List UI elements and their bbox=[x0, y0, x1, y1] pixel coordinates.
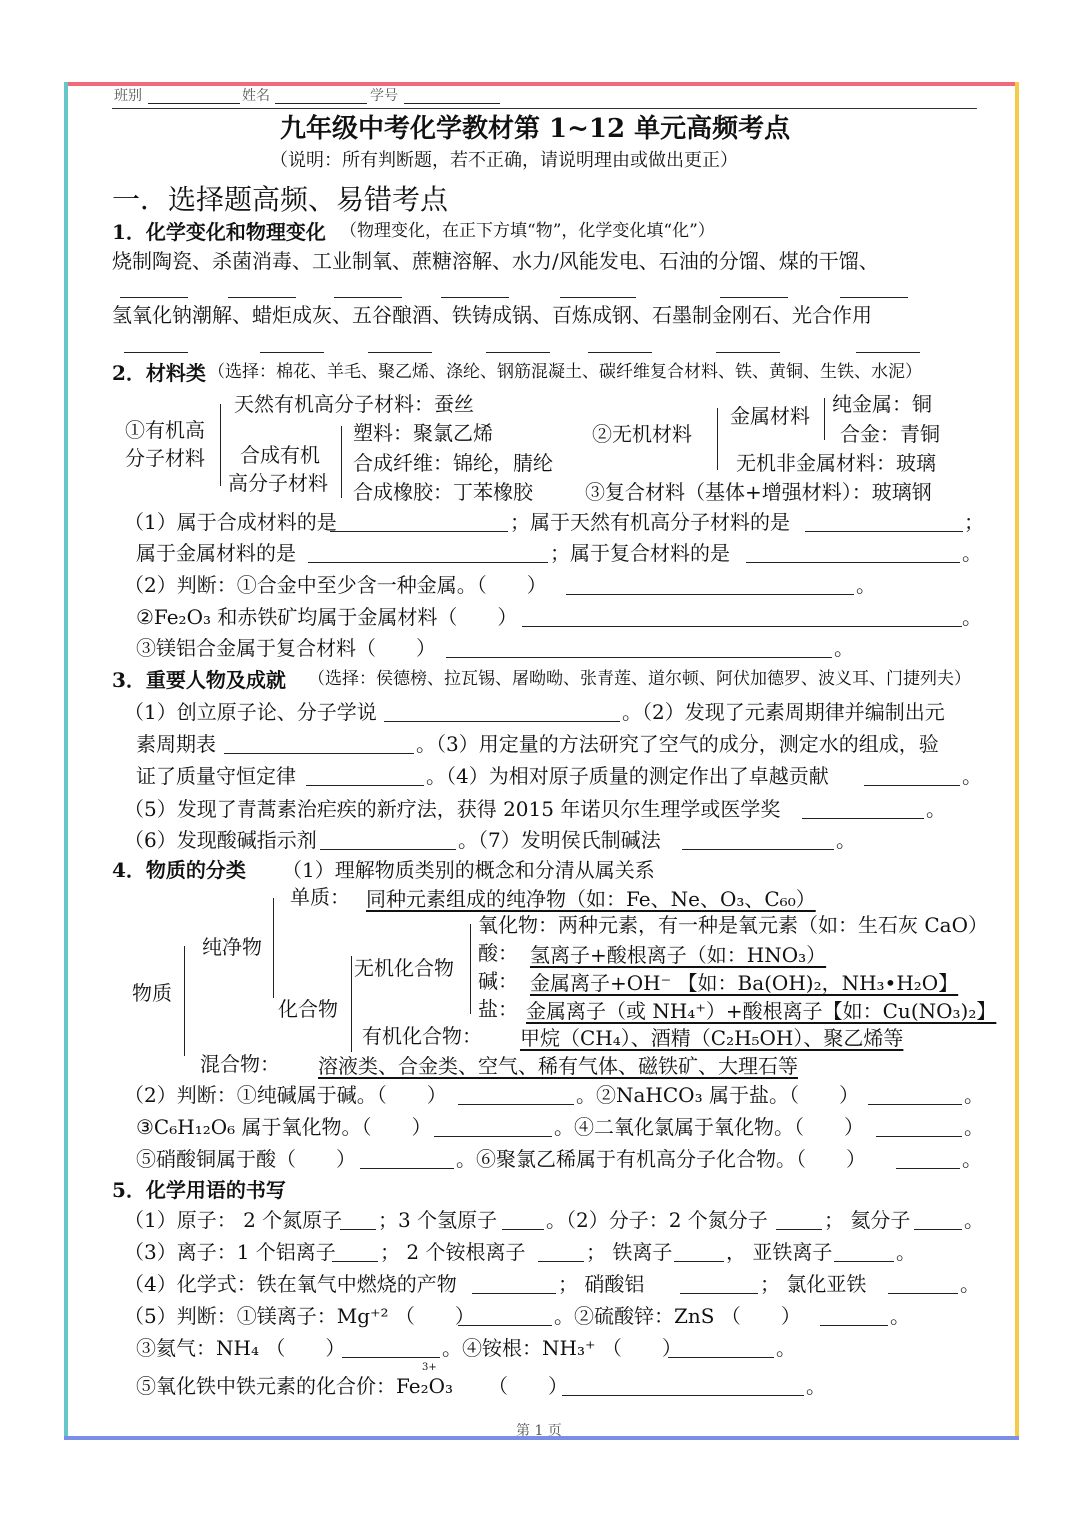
q2-s1: 。 bbox=[962, 541, 982, 565]
organic-compound-label: 有机化合物： bbox=[362, 1024, 482, 1048]
element-label: 单质： bbox=[290, 885, 350, 909]
q2-judge: 。 bbox=[962, 605, 982, 629]
alloy-item: 合金：青铜 bbox=[840, 422, 940, 446]
q3-choices: （选择：侯德榜、拉瓦锡、屠呦呦、张青莲、道尔顿、阿伏加德罗、波义耳、门捷列夫） bbox=[308, 669, 971, 689]
q2-judge: 。 bbox=[834, 636, 854, 660]
element-def: 同种元素组成的纯净物（如：Fe、Ne、O₃、C₆₀） bbox=[366, 887, 816, 911]
q5-line: ③氦气：NH₄ （ ） bbox=[136, 1336, 346, 1360]
synthetic-label: 高分子材料 bbox=[228, 471, 328, 495]
answer-blank[interactable] bbox=[746, 562, 960, 563]
q2-judge: （2）判断：①合金中至少含一种金属。（ ） bbox=[124, 573, 547, 597]
q3-line: 。 bbox=[836, 828, 856, 852]
q5-line: ； 氯化亚铁 bbox=[760, 1272, 867, 1296]
q4-judge: 。 bbox=[964, 1115, 984, 1139]
q5-line: 。 bbox=[896, 1240, 916, 1264]
section-heading: 一．选择题高频、易错考点 bbox=[112, 183, 449, 216]
compound-label: 化合物 bbox=[278, 997, 338, 1021]
q1-blank[interactable] bbox=[368, 352, 432, 353]
q5-line: （5）判断：①镁离子：Mg⁺² （ ） bbox=[124, 1304, 475, 1328]
q3-line: 。（3）用定量的方法研究了空气的成分，测定水的组成，验 bbox=[416, 732, 939, 756]
inorganic-compound-label: 无机化合物 bbox=[354, 956, 454, 980]
q5-line: ； 2 个铵根离子 bbox=[380, 1240, 526, 1264]
q5-line: ⑤氧化铁中铁元素的化合价：Fe₂O₃ bbox=[136, 1374, 454, 1398]
answer-blank[interactable] bbox=[668, 1357, 774, 1358]
nonmetal-item: 无机非金属材料：玻璃 bbox=[736, 451, 936, 475]
organic-label: ①有机高 bbox=[125, 418, 205, 442]
q2-s1: ；属于复合材料的是 bbox=[550, 541, 730, 565]
q2-s1: ；属于天然有机高分子材料的是 bbox=[510, 510, 790, 534]
answer-blank[interactable] bbox=[472, 1293, 556, 1294]
answer-blank[interactable] bbox=[360, 1168, 454, 1169]
page-number: 第 1 页 bbox=[516, 1423, 562, 1439]
pure-metal-item: 纯金属：铜 bbox=[832, 392, 932, 416]
q5-line: 。 bbox=[964, 1208, 984, 1232]
answer-blank[interactable] bbox=[776, 1229, 822, 1230]
inorganic-label: ②无机材料 bbox=[592, 422, 692, 446]
brace bbox=[351, 956, 352, 1052]
q3-line: 。（4）为相对原子质量的测定作出了卓越贡献 bbox=[426, 764, 829, 788]
q3-line: 证了质量守恒定律 bbox=[136, 764, 296, 788]
q3-line: 。（7）发明侯氏制碱法 bbox=[458, 828, 661, 852]
q4-judge: （2）判断：①纯碱属于碱。（ ） bbox=[124, 1083, 447, 1107]
answer-blank[interactable] bbox=[888, 1293, 958, 1294]
fiber-item: 合成纤维：锦纶，腈纶 bbox=[353, 451, 553, 475]
answer-blank[interactable] bbox=[434, 1136, 552, 1137]
answer-blank[interactable] bbox=[522, 626, 962, 627]
natural-polymer: 天然有机高分子材料：蚕丝 bbox=[234, 392, 474, 416]
q1-blank[interactable] bbox=[588, 352, 652, 353]
answer-blank[interactable] bbox=[674, 1261, 724, 1262]
answer-blank[interactable] bbox=[320, 849, 456, 850]
valence-mark: 3+ bbox=[422, 1362, 437, 1373]
q1-blank[interactable] bbox=[840, 297, 908, 298]
answer-blank[interactable] bbox=[868, 1104, 962, 1105]
mixture-label: 混合物： bbox=[200, 1052, 280, 1076]
base-label: 碱： bbox=[478, 969, 518, 993]
q3-line: 。（2）发现了元素周期律并编制出元 bbox=[622, 700, 945, 724]
answer-blank[interactable] bbox=[308, 562, 548, 563]
salt-def: 金属离子（或 NH₄⁺）+酸根离子【如：Cu(NO₃)₂】 bbox=[526, 999, 997, 1023]
q5-line: ； 硝酸铝 bbox=[558, 1272, 645, 1296]
rubber-item: 合成橡胶：丁苯橡胶 bbox=[353, 480, 533, 504]
q1-blank[interactable] bbox=[720, 297, 788, 298]
brace bbox=[184, 946, 185, 1056]
q1-blank[interactable] bbox=[856, 352, 920, 353]
q2-judge: ②Fe₂O₃ 和赤铁矿均属于金属材料（ ） bbox=[136, 605, 518, 629]
header-rule bbox=[112, 108, 977, 109]
organic-compound-def: 甲烷（CH₄）、酒精（C₂H₅OH）、聚乙烯等 bbox=[520, 1026, 904, 1050]
q5-line: 。 bbox=[776, 1336, 796, 1360]
q4-judge: 。④二氧化氯属于氧化物。（ ） bbox=[554, 1115, 864, 1139]
q4-judge: ⑤硝酸铜属于酸（ ） bbox=[136, 1147, 356, 1171]
class-label: 班别 bbox=[114, 88, 142, 104]
q5-line: 。 bbox=[960, 1272, 980, 1296]
q2-judge: 。 bbox=[856, 573, 876, 597]
page-note: （说明：所有判断题，若不正确，请说明理由或做出更正） bbox=[270, 150, 738, 171]
brace bbox=[470, 924, 471, 1014]
q5-line: 。④铵根：NH₃⁺ （ ） bbox=[442, 1336, 682, 1360]
q3-line: （1）创立原子论、分子学说 bbox=[124, 700, 377, 724]
q5-line: （ ） bbox=[488, 1374, 568, 1398]
answer-blank[interactable] bbox=[384, 721, 620, 722]
q1-blank[interactable] bbox=[441, 297, 509, 298]
answer-blank[interactable] bbox=[342, 1357, 440, 1358]
worksheet-page bbox=[68, 86, 1015, 1439]
salt-label: 盐： bbox=[478, 997, 518, 1021]
q1-line2: 氢氧化钠潮解、蜡炬成灰、五谷酿酒、铁铸成锅、百炼成钢、石墨制金刚石、光合作用 bbox=[112, 303, 872, 327]
name-label: 姓名 bbox=[242, 88, 270, 104]
answer-blank[interactable] bbox=[446, 657, 832, 658]
brace bbox=[824, 398, 825, 440]
answer-blank[interactable] bbox=[864, 785, 960, 786]
q5-line: （3）离子：1 个铝离子 bbox=[124, 1240, 336, 1264]
q1-heading: 1．化学变化和物理变化 bbox=[112, 220, 326, 244]
metal-label: 金属材料 bbox=[730, 404, 810, 428]
q5-line: ；3 个氢原子 bbox=[378, 1208, 498, 1232]
q4-judge: 。⑥聚氯乙稀属于有机高分子化合物。（ ） bbox=[456, 1147, 866, 1171]
answer-blank[interactable] bbox=[820, 1325, 888, 1326]
synthetic-label: 合成有机 bbox=[240, 443, 320, 467]
q4-judge: ③C₆H₁₂O₆ 属于氧化物。（ ） bbox=[136, 1115, 432, 1139]
page-title: 九年级中考化学教材第 1~12 单元高频考点 bbox=[280, 114, 791, 144]
q5-line: 。 bbox=[890, 1304, 910, 1328]
brace bbox=[717, 408, 718, 470]
q1-line1: 烧制陶瓷、杀菌消毒、工业制氧、蔗糖溶解、水力/风能发电、石油的分馏、煤的干馏、 bbox=[112, 249, 879, 273]
q5-line: （1）原子： 2 个氮原子 bbox=[124, 1208, 343, 1232]
answer-blank[interactable] bbox=[805, 531, 963, 532]
q4-judge: 。 bbox=[962, 1147, 982, 1171]
frame-right bbox=[1015, 82, 1019, 1440]
id-label: 学号 bbox=[370, 88, 398, 104]
answer-blank[interactable] bbox=[458, 1104, 574, 1105]
answer-blank[interactable] bbox=[562, 1395, 804, 1396]
q4-judge: 。②NaHCO₃ 属于盐。（ ） bbox=[576, 1083, 859, 1107]
q5-line: 。②硫酸锌：ZnS （ ） bbox=[554, 1304, 801, 1328]
q2-choices: （选择：棉花、羊毛、聚乙烯、涤纶、钢筋混凝土、碳纤维复合材料、铁、黄铜、生铁、水泥） bbox=[208, 362, 922, 382]
q1-hint: （物理变化，在正下方填“物”，化学变化填“化”） bbox=[340, 221, 715, 241]
answer-blank[interactable] bbox=[914, 1229, 962, 1230]
q1-blank[interactable] bbox=[560, 297, 636, 298]
q1-blank[interactable] bbox=[716, 352, 780, 353]
answer-blank[interactable] bbox=[538, 1261, 584, 1262]
answer-blank[interactable] bbox=[566, 594, 854, 595]
answer-blank[interactable] bbox=[680, 1293, 758, 1294]
q2-judge: ③镁铝合金属于复合材料（ ） bbox=[136, 636, 436, 660]
q2-s1: （1）属于合成材料的是 bbox=[124, 510, 337, 534]
q1-blank[interactable] bbox=[334, 297, 402, 298]
answer-blank[interactable] bbox=[834, 1261, 894, 1262]
acid-def: 氢离子+酸根离子（如：HNO₃） bbox=[530, 943, 827, 967]
q4-judge: 。 bbox=[964, 1083, 984, 1107]
q3-line: （5）发现了青蒿素治疟疾的新疗法，获得 2015 年诺贝尔生理学或医学奖 bbox=[124, 797, 781, 821]
q4-heading: 4．物质的分类 bbox=[112, 858, 246, 882]
id-blank[interactable] bbox=[404, 103, 500, 104]
acid-label: 酸： bbox=[478, 941, 518, 965]
composite-item: ③复合材料（基体+增强材料）：玻璃钢 bbox=[585, 480, 932, 504]
answer-blank[interactable] bbox=[340, 1229, 376, 1230]
brace bbox=[341, 426, 342, 498]
name-blank[interactable] bbox=[275, 103, 367, 104]
matter-label: 物质 bbox=[132, 981, 172, 1005]
organic-label: 分子材料 bbox=[125, 446, 205, 470]
q5-line: ， 亚铁离子 bbox=[726, 1240, 833, 1264]
q1-blank[interactable] bbox=[486, 352, 550, 353]
q5-line: 。（2）分子：2 个氮分子 bbox=[546, 1208, 768, 1232]
answer-blank[interactable] bbox=[896, 1168, 960, 1169]
answer-blank[interactable] bbox=[502, 1229, 544, 1230]
answer-blank[interactable] bbox=[682, 849, 834, 850]
q5-line: 。 bbox=[806, 1374, 826, 1398]
q4-sub: （1）理解物质类别的概念和分清从属关系 bbox=[282, 858, 655, 882]
pure-label: 纯净物 bbox=[202, 935, 262, 959]
answer-blank[interactable] bbox=[802, 818, 924, 819]
q2-s1: 属于金属材料的是 bbox=[136, 541, 296, 565]
answer-blank[interactable] bbox=[876, 1136, 962, 1137]
q3-heading: 3．重要人物及成就 bbox=[112, 668, 286, 692]
q1-blank[interactable] bbox=[260, 352, 324, 353]
q3-line: 。 bbox=[962, 764, 982, 788]
q5-line: （4）化学式：铁在氧气中燃烧的产物 bbox=[124, 1272, 457, 1296]
brace bbox=[220, 404, 221, 486]
q2-heading: 2．材料类 bbox=[112, 361, 206, 385]
brace bbox=[273, 898, 274, 998]
q3-line: 。 bbox=[926, 797, 946, 821]
q1-blank[interactable] bbox=[120, 297, 188, 298]
oxide-item: 氧化物：两种元素，有一种是氧元素（如：生石灰 CaO） bbox=[478, 913, 988, 937]
q1-blank[interactable] bbox=[124, 352, 188, 353]
q3-line: 素周期表 bbox=[136, 732, 216, 756]
q2-s1: ； bbox=[964, 510, 984, 534]
mixture-def: 溶液类、合金类、空气、稀有气体、磁铁矿、大理石等 bbox=[318, 1054, 798, 1078]
q5-line: ； 铁离子 bbox=[586, 1240, 673, 1264]
answer-blank[interactable] bbox=[458, 1325, 552, 1326]
answer-blank[interactable] bbox=[306, 785, 424, 786]
base-def: 金属离子+OH⁻ 【如：Ba(OH)₂，NH₃•H₂O】 bbox=[530, 971, 959, 995]
q5-heading: 5．化学用语的书写 bbox=[112, 1178, 286, 1202]
answer-blank[interactable] bbox=[330, 531, 508, 532]
q1-blank[interactable] bbox=[228, 297, 296, 298]
class-blank[interactable] bbox=[148, 103, 240, 104]
q3-line: （6）发现酸碱指示剂 bbox=[124, 828, 317, 852]
q5-line: ； 氦分子 bbox=[824, 1208, 911, 1232]
plastic-item: 塑料：聚氯乙烯 bbox=[353, 421, 493, 445]
answer-blank[interactable] bbox=[224, 753, 414, 754]
answer-blank[interactable] bbox=[332, 1261, 378, 1262]
